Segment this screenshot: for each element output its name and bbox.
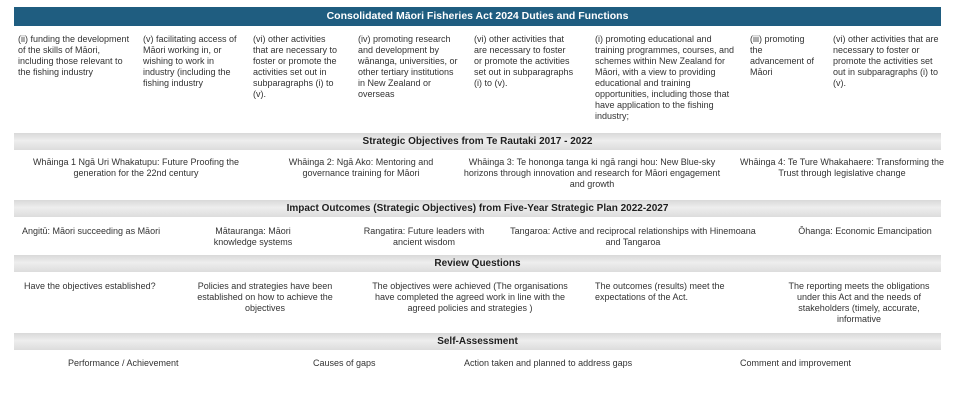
review-q2: Policies and strategies have been established on how to achieve the objectives <box>197 281 333 313</box>
review-q1: Have the objectives established? <box>24 281 156 291</box>
review-q5: The reporting meets the obligations under this Act and the needs of stakeholders (timely, accurate, informative <box>788 281 930 324</box>
duty-vi-other-activities-2: (vi) other activities that are necessary to foster or promote the activities set out in subparagraphs (i) to (v). <box>474 34 574 88</box>
review-q3: The objectives were achieved (The organisations have completed the agreed work in line with the agreed policies and strategies ) <box>372 281 568 313</box>
duty-vi-other-activities-3: (vi) other activities that are necessary to foster or promote the activities set out in subparagraphs (i) to (v). <box>833 34 939 88</box>
impact-angitu: Angitū: Māori succeeding as Māori <box>22 226 161 236</box>
duty-iii-advancement: (iii) promoting the advancement of Māori <box>750 34 815 77</box>
review-q4: The outcomes (results) meet the expectations of the Act. <box>595 281 725 302</box>
duty-i-educational-programmes: (i) promoting educational and training programmes, courses, and schemes within New Zealand for Māori, with a view to providing educational and training opportunities, including those that have application to the fishing industry; <box>595 34 735 121</box>
duty-v-facilitating-access: (v) facilitating access of Māori working in, or wishing to work in industry (including the fishing industry <box>143 34 237 88</box>
whainga-4: Whāinga 4: Te Ture Whakahaere: Transforming the Trust through legislative change <box>740 157 944 178</box>
duty-iv-research: (iv) promoting research and development by wānanga, universities, or other tertiary institutions in New Zealand or overseas <box>358 34 458 99</box>
impact-rangatira: Rangatira: Future leaders with ancient wisdom <box>363 226 485 247</box>
whainga-3: Whāinga 3: Te hononga tanga ki ngā rangi hou: New Blue-sky horizons through innovation and research for Māori engagement and growth <box>463 157 721 189</box>
self-action-taken: Action taken and planned to address gaps <box>464 358 633 368</box>
page-title: Consolidated Māori Fisheries Act 2024 Duties and Functions <box>14 7 941 26</box>
whainga-1: Whāinga 1 Ngā Uri Whakatupu: Future Proofing the generation for the 22nd century <box>32 157 240 178</box>
whainga-2: Whāinga 2: Ngā Ako: Mentoring and governance training for Māori <box>288 157 434 178</box>
impact-outcomes-heading: Impact Outcomes (Strategic Objectives) from Five-Year Strategic Plan 2022-2027 <box>14 200 941 217</box>
impact-tangaroa: Tangaroa: Active and reciprocal relationships with Hinemoana and Tangaroa <box>510 226 756 247</box>
strategic-objectives-heading: Strategic Objectives from Te Rautaki 2017 - 2022 <box>14 133 941 150</box>
impact-matauranga: Mātauranga: Māori knowledge systems <box>213 226 293 247</box>
duty-ii-funding: (ii) funding the development of the skills of Māori, including those relevant to the fishing industry <box>18 34 130 77</box>
self-assessment-heading: Self-Assessment <box>14 333 941 350</box>
duty-vi-other-activities-1: (vi) other activities that are necessary to foster or promote the activities set out in subparagraphs (i) to (v). <box>253 34 338 99</box>
self-performance: Performance / Achievement <box>68 358 179 368</box>
self-causes-of-gaps: Causes of gaps <box>313 358 376 368</box>
self-comment-improvement: Comment and improvement <box>740 358 852 368</box>
impact-ohanga: Ōhanga: Economic Emancipation <box>798 226 932 236</box>
review-questions-heading: Review Questions <box>14 255 941 272</box>
